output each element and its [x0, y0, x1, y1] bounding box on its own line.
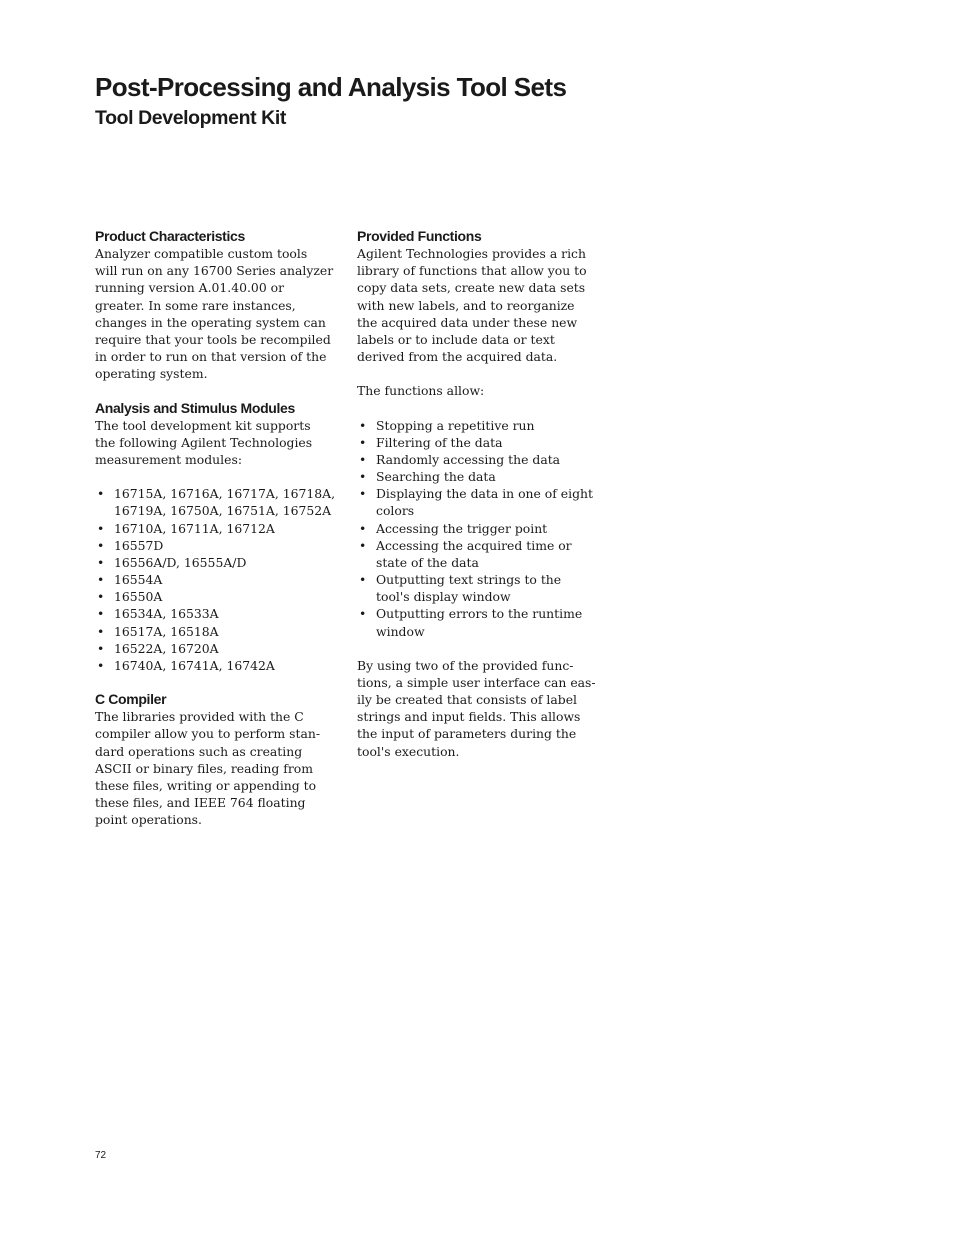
- list-item-text: Randomly accessing the data: [376, 452, 561, 467]
- bullet-icon: •: [359, 417, 367, 433]
- left-column: [95, 228, 339, 828]
- list-item-text: 16740A, 16741A, 16742A: [114, 657, 275, 673]
- bullet-icon: •: [97, 606, 105, 622]
- page-title: Post-Processing and Analysis Tool Sets: [95, 72, 567, 102]
- list-item: [357, 468, 601, 485]
- list-item-text: Displaying the data in one of eight colors: [376, 486, 593, 519]
- list-item-text: 16550A: [114, 589, 163, 605]
- list-item: [357, 571, 601, 605]
- list-item-text: 16556A/D, 16555A/D: [114, 554, 247, 570]
- page-number: 72: [95, 1150, 107, 1161]
- list-item-text: Accessing the acquired time or state of the data: [376, 537, 572, 570]
- list-item-text: Filtering of the data: [376, 434, 503, 450]
- list-item-text: 16554A: [114, 572, 163, 588]
- provided-functions-closing: By using two of the provided func- tions, a simple user interface can eas- ily be created that consists of label strings and input fields. This allows the input of parameters during the tool's execution.: [357, 657, 596, 759]
- list-item-text: Searching the data: [376, 469, 496, 485]
- bullet-icon: •: [97, 520, 105, 536]
- list-item: [95, 623, 339, 640]
- c-compiler-heading: C Compiler: [95, 691, 167, 708]
- list-item: [95, 537, 339, 554]
- list-item-text: Outputting text strings to the tool's display window: [376, 572, 562, 605]
- bullet-icon: •: [97, 657, 105, 673]
- bullet-icon: •: [97, 537, 105, 553]
- bullet-icon: •: [359, 537, 367, 553]
- bullet-icon: •: [97, 589, 105, 605]
- bullet-icon: •: [359, 520, 367, 536]
- bullet-icon: •: [359, 434, 367, 450]
- bullet-icon: •: [97, 572, 105, 588]
- list-item: [95, 554, 339, 571]
- functions-list: [357, 417, 601, 640]
- list-item: [357, 451, 601, 468]
- list-item: [95, 485, 339, 519]
- list-item: [95, 588, 339, 605]
- page-subtitle: Tool Development Kit: [95, 107, 286, 129]
- list-item: [95, 640, 339, 657]
- functions-list-intro: The functions allow:: [357, 383, 485, 399]
- list-item: [95, 657, 339, 674]
- analysis-modules-text: The tool development kit supports the following Agilent Technologies measurement modules:: [95, 417, 313, 468]
- c-compiler-text: The libraries provided with the C compiler allow you to perform stan- dard operations such as creating ASCII or binary files, reading from these files, writing or appending to these files, and IEEE 764 floating point operations.: [95, 709, 321, 828]
- bullet-icon: •: [359, 469, 367, 485]
- bullet-icon: •: [359, 452, 367, 467]
- list-item: [357, 485, 601, 519]
- right-column: [357, 228, 601, 760]
- bullet-icon: •: [97, 640, 105, 656]
- list-item-text: 16557D: [114, 537, 164, 553]
- bullet-icon: •: [359, 572, 367, 588]
- module-list: [95, 485, 339, 674]
- list-item-text: 16517A, 16518A: [114, 623, 219, 639]
- list-item-text: 16715A, 16716A, 16717A, 16718A, 16719A, 16750A, 16751A, 16752A: [114, 486, 336, 519]
- list-item: [357, 417, 601, 434]
- bullet-icon: •: [359, 486, 367, 502]
- list-item: [357, 537, 601, 571]
- list-item-text: 16710A, 16711A, 16712A: [114, 520, 275, 536]
- product-characteristics-text: Analyzer compatible custom tools will run on any 16700 Series analyzer running version A.01.40.00 or greater. In some rare instances, changes in the operating system can require that your tools be recompiled in order to run on that version of the operating system.: [95, 246, 334, 382]
- list-item-text: Accessing the trigger point: [376, 520, 548, 536]
- list-item: [95, 605, 339, 622]
- provided-functions-heading: Provided Functions: [357, 228, 482, 244]
- list-item-text: Stopping a repetitive run: [376, 417, 535, 433]
- analysis-modules-heading: Analysis and Stimulus Modules: [95, 399, 295, 416]
- product-characteristics-heading: Product Characteristics: [95, 228, 245, 244]
- list-item: [357, 605, 601, 639]
- list-item: [357, 434, 601, 451]
- list-item: [357, 520, 601, 537]
- bullet-icon: •: [97, 486, 105, 502]
- bullet-icon: •: [97, 554, 105, 570]
- bullet-icon: •: [97, 623, 105, 639]
- bullet-icon: •: [359, 606, 367, 622]
- list-item-text: 16522A, 16720A: [114, 640, 219, 656]
- list-item: [95, 520, 339, 537]
- list-item: [95, 571, 339, 588]
- provided-functions-intro: Agilent Technologies provides a rich library of functions that allow you to copy data sets, create new data sets with new labels, and to reorganize the acquired data under these new labels or to include data or text derived from the acquired data.: [357, 246, 587, 365]
- list-item-text: Outputting errors to the runtime window: [376, 606, 583, 639]
- list-item-text: 16534A, 16533A: [114, 606, 219, 622]
